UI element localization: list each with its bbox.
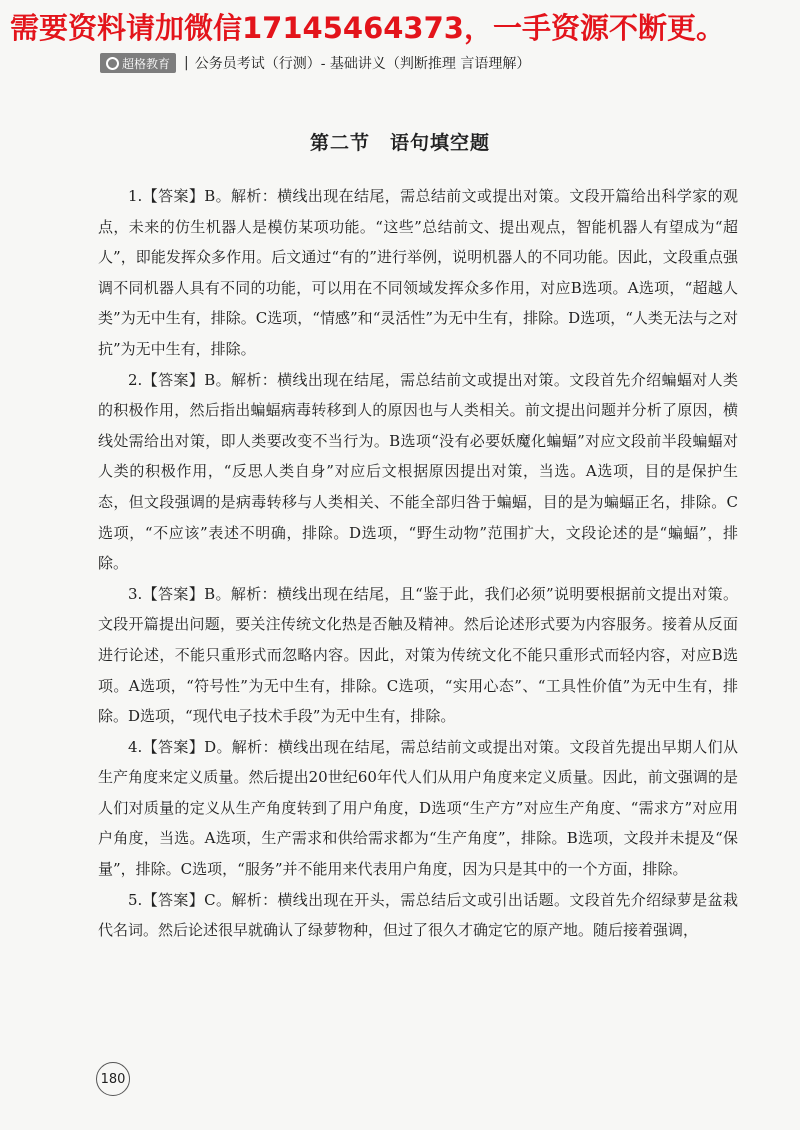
answer-paragraph-3: 3.【答案】B。解析：横线出现在结尾，且“鉴于此，我们必须”说明要根据前文提出对策。文段开篇提出问题，要关注传统文化热是否触及精神。然后论述形式要为内容服务。接着从反面进行论述，不能只重形式而忽略内容。因此，对策为传统文化不能只重形式而轻内容，对应B选项。A选项，“符号性”为无中生有，排除。C选项，“实用心态”、“工具性价值”为无中生有，排除。D选项，“现代电子技术手段”为无中生有，排除。 <box>98 584 738 726</box>
answer-paragraph-4: 4.【答案】D。解析：横线出现在结尾，需总结前文或提出对策。文段首先提出早期人们从生产角度来定义质量。然后提出20世纪60年代人们从用户角度来定义质量。因此，前文强调的是人们对质量的定义从生产角度转到了用户角度，D选项“生产方”对应生产角度、“需求方”对应用户角度，当选。A选项，生产需求和供给需求都为“生产角度”，排除。B选项，文段并未提及“保量”，排除。C选项，“服务”并不能用来代表用户角度，因为只是其中的一个方面，排除。 <box>98 737 738 879</box>
answer-explanations <box>98 181 738 946</box>
logo-text: 超格教育 <box>122 56 171 71</box>
page-number: 180 <box>96 1062 130 1096</box>
header-separator: | <box>184 55 189 71</box>
book-title: 公务员考试（行测）- 基础讲义（判断推理 言语理解） <box>194 56 531 72</box>
running-header <box>100 52 530 74</box>
logo-mark-icon <box>106 57 119 70</box>
watermark-banner: 需要资料请加微信17145464373，一手资源不断更。 <box>10 11 725 45</box>
answer-paragraph-2: 2.【答案】B。解析：横线出现在结尾，需总结前文或提出对策。文段首先介绍蝙蝠对人类的积极作用，然后指出蝙蝠病毒转移到人的原因也与人类相关。前文提出问题并分析了原因，横线处需给出对策，即人类要改变不当行为。B选项“没有必要妖魔化蝙蝠”对应文段前半段蝙蝠对人类的积极作用，“反思人类自身”对应后文根据原因提出对策，当选。A选项，目的是保护生态，但文段强调的是病毒转移与人类相关、不能全部归咎于蝙蝠，目的是为蝙蝠正名，排除。C选项，“不应该”表述不明确，排除。D选项，“野生动物”范围扩大，文段论述的是“蝙蝠”，排除。 <box>98 370 738 573</box>
answer-paragraph-5: 5.【答案】C。解析：横线出现在开头，需总结后文或引出话题。文段首先介绍绿萝是盆栽代名词。然后论述很早就确认了绿萝物种，但过了很久才确定它的原产地。随后接着强调， <box>98 890 738 940</box>
section-title: 第二节 语句填空题 <box>309 132 490 154</box>
answer-paragraph-1: 1.【答案】B。解析：横线出现在结尾，需总结前文或提出对策。文段开篇给出科学家的观点，未来的仿生机器人是模仿某项功能。“这些”总结前文、提出观点，智能机器人有望成为“超人”，即能发挥众多作用。后文通过“有的”进行举例，说明机器人的不同功能。因此，文段重点强调不同机器人具有不同的功能，可以用在不同领域发挥众多作用，对应B选项。A选项，“超越人类”为无中生有，排除。C选项，“情感”和“灵活性”为无中生有，排除。D选项，“人类无法与之对抗”为无中生有，排除。 <box>98 187 738 358</box>
publisher-logo <box>100 53 176 73</box>
